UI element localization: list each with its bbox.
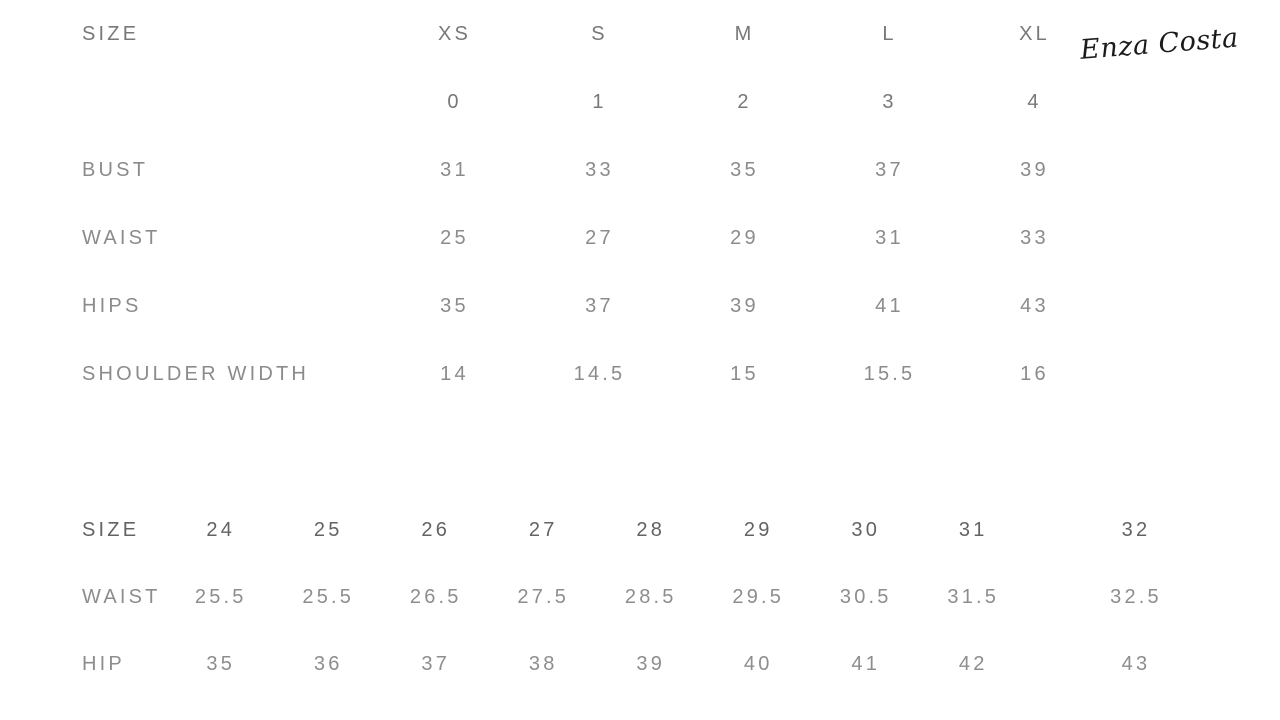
table-cell: 26.5 <box>409 586 462 608</box>
size-number-cell: 2 <box>737 90 752 113</box>
column-header-26: 26 <box>421 519 451 541</box>
table-cell: 36 <box>313 653 343 675</box>
numeric-size-table <box>82 497 1245 698</box>
row-label-hips: HIPS <box>82 294 142 317</box>
column-header-32: 32 <box>1121 519 1151 541</box>
table-cell: 37 <box>585 294 614 317</box>
table-cell: 33 <box>1020 226 1049 249</box>
table-cell: 35 <box>206 653 236 675</box>
column-header-31: 31 <box>958 519 988 541</box>
column-header-24: 24 <box>206 519 236 541</box>
size-number-cell: 4 <box>1027 90 1042 113</box>
table-cell: 35 <box>730 158 759 181</box>
table-cell: 41 <box>875 294 904 317</box>
table-cell: 41 <box>851 653 881 675</box>
table-cell: 29.5 <box>732 586 785 608</box>
table-cell: 37 <box>875 158 904 181</box>
table-cell: 25.5 <box>302 586 355 608</box>
column-header-27: 27 <box>528 519 558 541</box>
column-header-m: M <box>734 22 755 45</box>
table-cell: 38 <box>528 653 558 675</box>
table-cell: 39 <box>1020 158 1049 181</box>
table-cell: 15 <box>730 362 759 385</box>
table-cell: 43 <box>1121 653 1151 675</box>
brand-logo: Enza Costa <box>1079 22 1240 66</box>
table-cell: 29 <box>730 226 759 249</box>
letter-size-table <box>82 0 1107 408</box>
table-cell: 37 <box>421 653 451 675</box>
column-header-l: L <box>882 22 897 45</box>
table-cell: 35 <box>440 294 469 317</box>
row-label-waist: WAIST <box>82 586 161 608</box>
column-header-25: 25 <box>313 519 343 541</box>
table-cell: 39 <box>636 653 666 675</box>
column-header-size: SIZE <box>82 22 140 45</box>
table-cell: 40 <box>743 653 773 675</box>
row-label-bust: BUST <box>82 158 149 181</box>
table-cell: 42 <box>958 653 988 675</box>
column-header-29: 29 <box>743 519 773 541</box>
size-number-cell: 0 <box>447 90 462 113</box>
row-label-shoulder-width: SHOULDER WIDTH <box>82 362 310 385</box>
size-number-cell: 1 <box>592 90 607 113</box>
table-cell: 39 <box>730 294 759 317</box>
column-header-xs: XS <box>437 22 472 45</box>
spacer-cell <box>82 68 382 136</box>
table-cell: 28.5 <box>624 586 677 608</box>
column-header-size: SIZE <box>82 519 140 541</box>
table-cell: 31 <box>440 158 469 181</box>
table-cell: 31 <box>875 226 904 249</box>
table-cell: 27 <box>585 226 614 249</box>
table-cell: 25 <box>440 226 469 249</box>
table-cell: 14 <box>440 362 469 385</box>
table-cell: 33 <box>585 158 614 181</box>
table-cell: 31.5 <box>947 586 1000 608</box>
column-header-xl: XL <box>1019 22 1050 45</box>
table-cell: 30.5 <box>839 586 892 608</box>
table-cell: 32.5 <box>1110 586 1162 608</box>
table-cell: 14.5 <box>573 362 626 385</box>
table-cell: 27.5 <box>517 586 570 608</box>
row-label-waist: WAIST <box>82 226 161 249</box>
column-header-28: 28 <box>636 519 666 541</box>
table-cell: 15.5 <box>863 362 916 385</box>
table-cell: 43 <box>1020 294 1049 317</box>
row-label-hip: HIP <box>82 653 125 675</box>
size-number-cell: 3 <box>882 90 897 113</box>
column-header-s: S <box>591 22 608 45</box>
column-header-30: 30 <box>851 519 881 541</box>
table-cell: 16 <box>1020 362 1049 385</box>
table-cell: 25.5 <box>194 586 247 608</box>
